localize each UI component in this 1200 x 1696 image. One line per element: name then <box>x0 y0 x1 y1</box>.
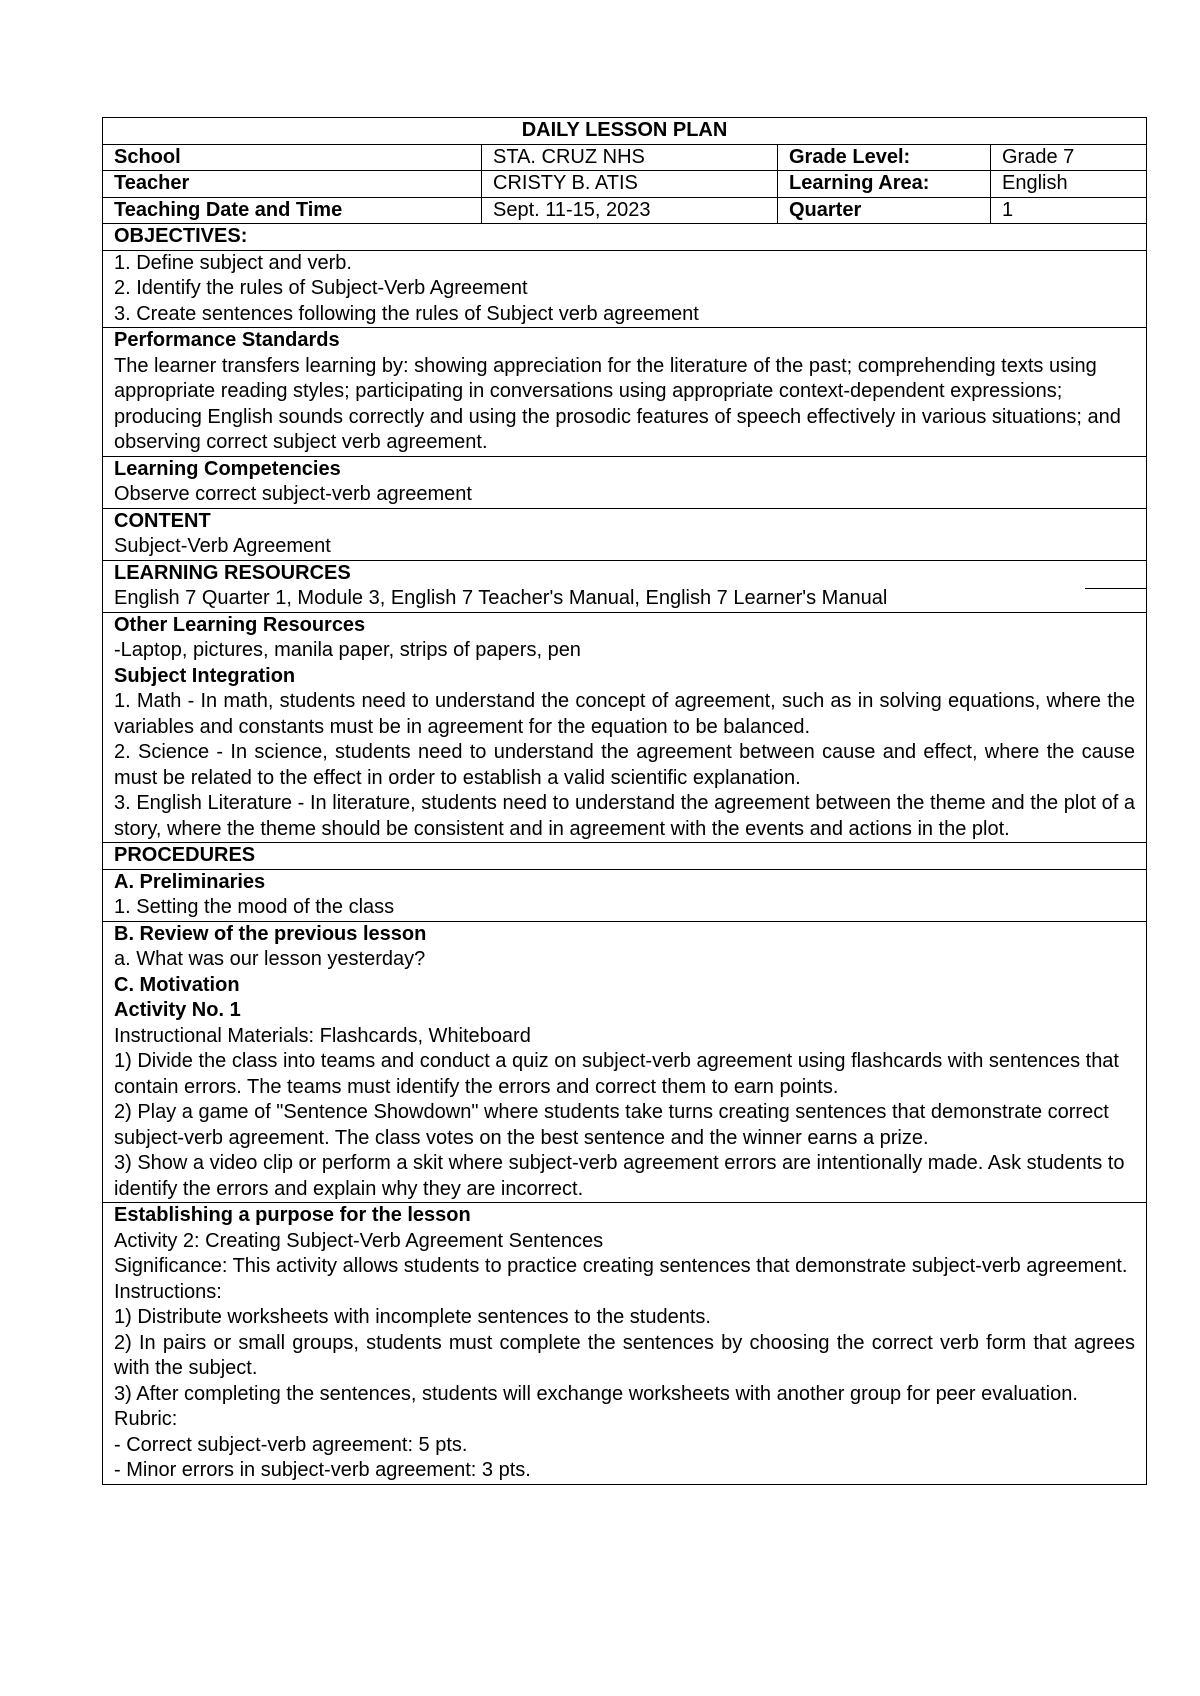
review-motivation-cell <box>103 921 1147 1203</box>
subject-integration-item: 1. Math - In math, students need to understand the concept of agreement, such as in solving equations, where the variables and constants must be in agreement for the equation to be balanced. <box>114 690 1136 738</box>
learning-resources-text: English 7 Quarter 1, Module 3, English 7 Teacher's Manual, English 7 Learner's Manual <box>114 587 888 609</box>
rubric-item: - Correct subject-verb agreement: 5 pts. <box>114 1433 468 1456</box>
purpose-significance: Significance: This activity allows students to practice creating sentences that demonstrate subject-verb agreement. <box>114 1255 1128 1277</box>
learning-resources-cell <box>103 560 1147 612</box>
performance-standards-heading: Performance Standards <box>114 329 340 351</box>
objective-item: 3. Create sentences following the rules of Subject verb agreement <box>114 302 699 325</box>
school-row <box>103 144 1147 171</box>
preliminaries-item: 1. Setting the mood of the class <box>114 896 395 918</box>
performance-standards-cell <box>103 328 1147 457</box>
learning-area-label: Learning Area: <box>778 171 991 198</box>
purpose-cell <box>103 1203 1147 1485</box>
teacher-value: CRISTY B. ATIS <box>482 171 778 198</box>
learning-competencies-heading: Learning Competencies <box>114 457 341 480</box>
activity-item: 1) Divide the class into teams and conduct a quiz on subject-verb agreement using flashcards with sentences that contain errors. The teams must identify the errors and correct them to earn points. <box>114 1050 1119 1098</box>
title-row <box>103 118 1147 145</box>
instructions-label: Instructions: <box>114 1280 222 1303</box>
quarter-value: 1 <box>991 197 1147 224</box>
review-motivation-row <box>103 921 1147 1203</box>
review-item: a. What was our lesson yesterday? <box>114 948 426 970</box>
performance-standards-text: The learner transfers learning by: showing appreciation for the literature of the past; comprehending texts using appropriate reading styles; participating in conversations using appropriate context-dependent expressions; producing English sounds correctly and using the prosodic features of speech effectively in various situations; and observing correct subject verb agreement. <box>114 354 1121 453</box>
content-cell <box>103 508 1147 560</box>
subject-integration-heading: Subject Integration <box>114 664 296 687</box>
activity-item: 2) Play a game of "Sentence Showdown" where students take turns creating sentences that demonstrate correct subject-verb agreement. The class votes on the best sentence and the winner earns a prize. <box>114 1101 1109 1149</box>
subject-integration-item: 2. Science - In science, students need to understand the agreement between cause and effect, where the cause must be related to the effect in order to establish a valid scientific explanation. <box>114 741 1136 789</box>
instruction-step: 2) In pairs or small groups, students must complete the sentences by choosing the correct verb form that agrees with the subject. <box>114 1331 1136 1379</box>
objectives-heading: OBJECTIVES: <box>103 224 1147 251</box>
objectives-list <box>103 250 1147 328</box>
activity-item: 3) Show a video clip or perform a skit where subject-verb agreement errors are intentionally made. Ask students to identify the errors and explain why they are incorrect. <box>114 1152 1125 1200</box>
content-text: Subject-Verb Agreement <box>114 535 331 557</box>
quarter-label: Quarter <box>778 197 991 224</box>
preliminaries-row <box>103 869 1147 921</box>
teaching-date-value: Sept. 11-15, 2023 <box>482 197 778 224</box>
other-resources-heading: Other Learning Resources <box>114 613 366 636</box>
learning-competencies-cell <box>103 456 1147 508</box>
preliminaries-heading: A. Preliminaries <box>114 870 266 893</box>
learning-competencies-text: Observe correct subject-verb agreement <box>114 483 472 505</box>
school-label: School <box>103 144 482 171</box>
rubric-item: - Minor errors in subject-verb agreement: 3 pts. <box>114 1459 531 1481</box>
learning-area-value: English <box>991 171 1147 198</box>
other-resources-row <box>103 612 1147 843</box>
grade-level-value: Grade 7 <box>991 144 1147 171</box>
objectives-list-row <box>103 250 1147 328</box>
motivation-heading: C. Motivation <box>114 973 240 996</box>
lesson-plan-table <box>102 117 1147 1485</box>
instructional-materials: Instructional Materials: Flashcards, Whiteboard <box>114 1024 531 1047</box>
school-value: STA. CRUZ NHS <box>482 144 778 171</box>
procedures-heading: PROCEDURES <box>103 843 1147 870</box>
page-title: DAILY LESSON PLAN <box>103 118 1147 145</box>
instruction-step: 1) Distribute worksheets with incomplete sentences to the students. <box>114 1306 711 1328</box>
other-resources-cell <box>103 612 1147 843</box>
resources-divider <box>1085 588 1147 589</box>
instruction-step: 3) After completing the sentences, students will exchange worksheets with another group for peer evaluation. <box>114 1382 1078 1405</box>
learning-resources-row <box>103 560 1147 612</box>
performance-standards-row <box>103 328 1147 457</box>
teacher-label: Teacher <box>103 171 482 198</box>
preliminaries-cell <box>103 869 1147 921</box>
rubric-label: Rubric: <box>114 1408 178 1430</box>
learning-resources-heading: LEARNING RESOURCES <box>114 561 351 584</box>
purpose-activity: Activity 2: Creating Subject-Verb Agreement Sentences <box>114 1229 604 1252</box>
review-heading: B. Review of the previous lesson <box>114 922 427 945</box>
other-resources-text: -Laptop, pictures, manila paper, strips of papers, pen <box>114 639 581 661</box>
objectives-heading-row <box>103 224 1147 251</box>
purpose-row <box>103 1203 1147 1485</box>
learning-competencies-row <box>103 456 1147 508</box>
purpose-heading: Establishing a purpose for the lesson <box>114 1204 471 1226</box>
objective-item: 2. Identify the rules of Subject-Verb Agreement <box>114 277 528 299</box>
content-heading: CONTENT <box>114 509 211 532</box>
date-row <box>103 197 1147 224</box>
procedures-heading-row <box>103 843 1147 870</box>
grade-level-label: Grade Level: <box>778 144 991 171</box>
objective-item: 1. Define subject and verb. <box>114 251 352 274</box>
teacher-row <box>103 171 1147 198</box>
activity-heading: Activity No. 1 <box>114 999 241 1021</box>
teaching-date-label: Teaching Date and Time <box>103 197 482 224</box>
subject-integration-item: 3. English Literature - In literature, students need to understand the agreement between the theme and the plot of a story, where the theme should be consistent and in agreement with the events and actions in the plot. <box>114 792 1136 840</box>
content-row <box>103 508 1147 560</box>
